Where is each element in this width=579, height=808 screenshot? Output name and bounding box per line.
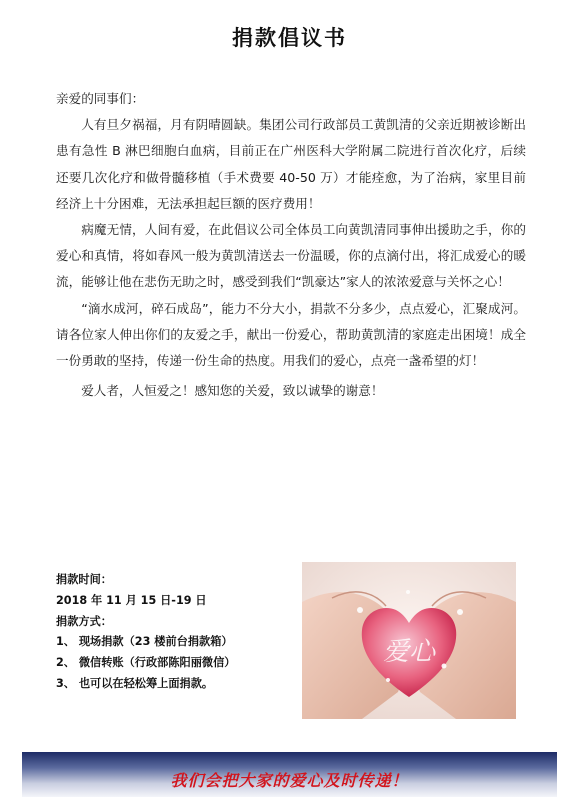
donation-method-item: 1、 现场捐款（23 楼前台捐款箱） bbox=[56, 635, 233, 649]
heart-text: 爱心 bbox=[382, 637, 436, 667]
donation-time-label: 捐款时间： bbox=[56, 573, 112, 586]
salutation: 亲爱的同事们： bbox=[56, 91, 145, 106]
paragraph: 人有旦夕祸福，月有阴晴圆缺。集团公司行政部员工黄凯清的父亲近期被诊断出患有急性 B 淋巴细胞白血病，目前正在广州医科大学附属二院进行首次化疗，后续还要几次化疗和做骨髓移植（手术费要 40-50 万）才能痊愈，为了治病，家里目前经济上十分困难，无法承担起巨额的医疗费用！ bbox=[56, 117, 526, 211]
footer-banner bbox=[22, 752, 557, 797]
letter-body bbox=[56, 86, 526, 404]
donation-method-item: 2、 微信转账（行政部陈阳丽微信） bbox=[56, 656, 236, 670]
hands-heart-illustration bbox=[302, 562, 516, 719]
closing-line: 爱人者，人恒爱之！感知您的关爱，致以诚挚的谢意！ bbox=[81, 383, 384, 399]
page-title: 捐款倡议书 bbox=[232, 25, 347, 50]
paragraph: 病魔无情，人间有爱，在此倡议公司全体员工向黄凯清同事伸出援助之手，你的爱心和真情，将如春风一般为黄凯清送去一份温暖，你的点滴付出，将汇成爱心的暖流，能够让他在悲伤无助之时，感受到我们“凯豪达”家人的浓浓爱意与关怀之心！ bbox=[56, 222, 526, 290]
donation-method-label: 捐款方式： bbox=[56, 614, 112, 628]
paragraph: “滴水成河，碎石成岛”，能力不分大小，捐款不分多少，点点爱心，汇聚成河。请各位家人伸出你们的友爱之手，献出一份爱心，帮助黄凯清的家庭走出困境！成全一份勇敢的坚持，传递一份生命的热度。用我们的爱心，点亮一盏希望的灯！ bbox=[56, 300, 526, 369]
donation-method-item: 3、 也可以在轻松筹上面捐款。 bbox=[56, 676, 214, 690]
hands-heart-image bbox=[302, 562, 516, 719]
donation-info bbox=[56, 570, 296, 695]
donation-time-value: 2018 年 11 月 15 日-19 日 bbox=[56, 593, 207, 607]
banner-text: 我们会把大家的爱心及时传递！ bbox=[170, 771, 409, 790]
